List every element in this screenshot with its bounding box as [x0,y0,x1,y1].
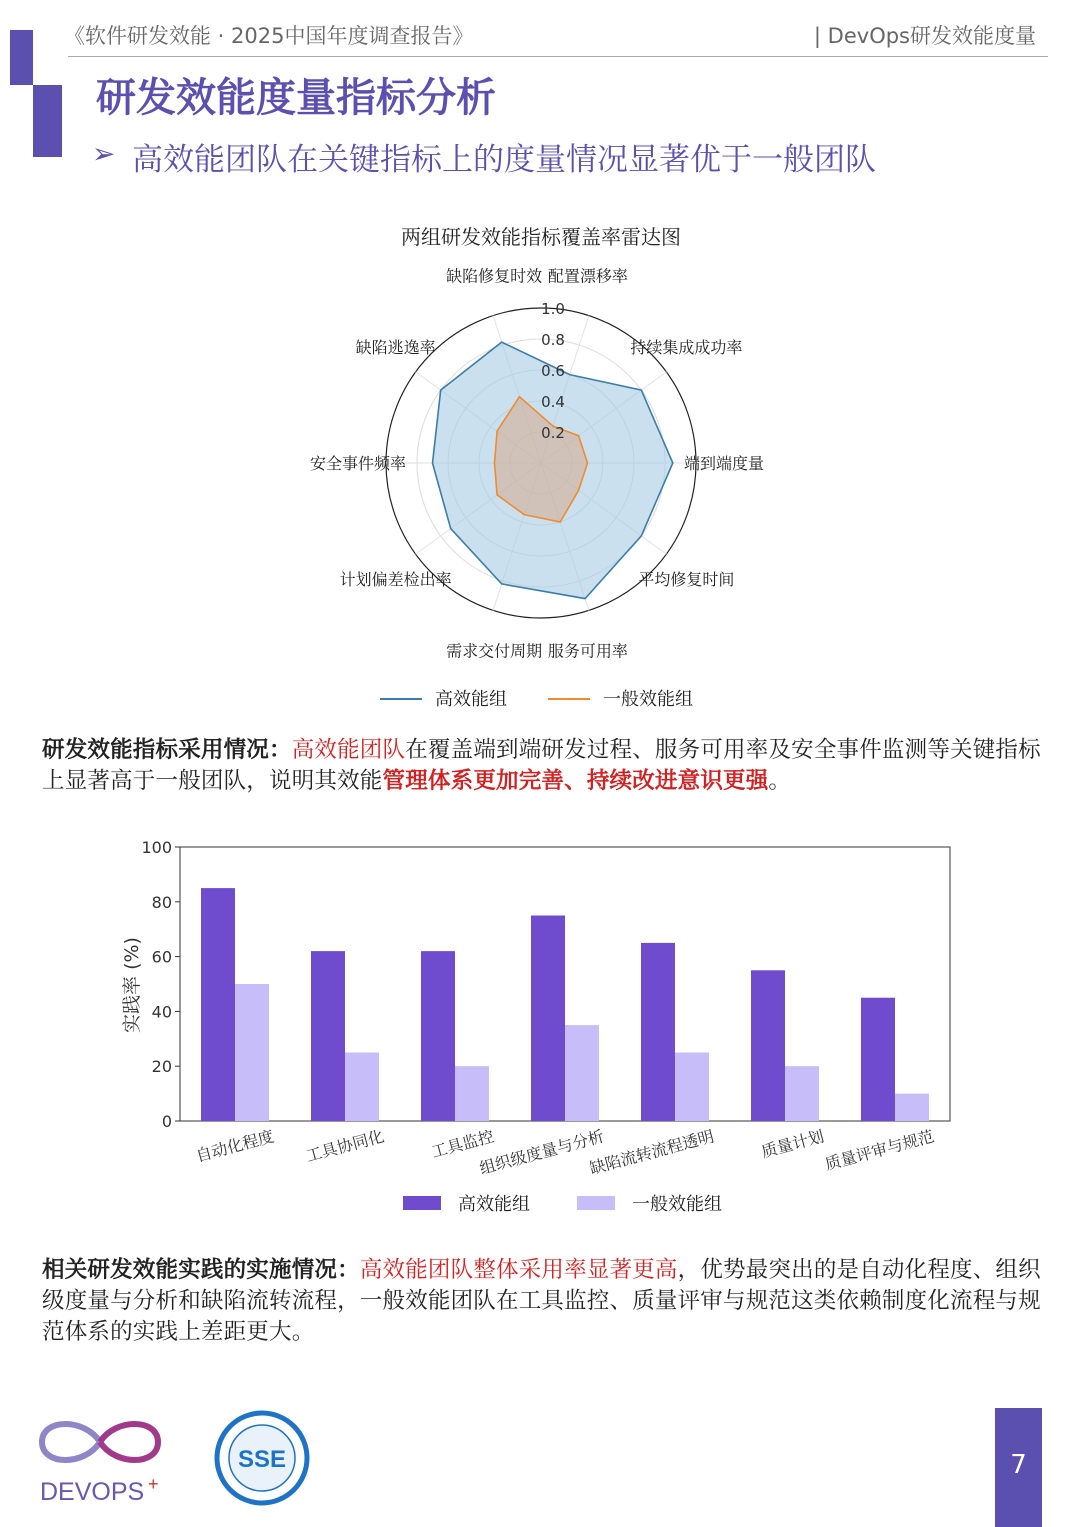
bar-general-4 [565,1025,599,1121]
devops-logo-plus: + [148,1474,159,1494]
bar-general-5 [675,1053,709,1122]
bar-high-6 [751,970,785,1121]
bar-legend-label: 一般效能组 [632,1194,722,1215]
bar-category-label: 质量计划 [759,1126,827,1162]
bar-general-7 [895,1094,929,1121]
paragraph-text: 在覆盖端到端研发过程、服务可用率及安全事件监测等关键指标上显著高于一般团队，说明其效能 [42,737,1041,794]
radar-chart [200,215,880,715]
header-section-title: | DevOps研发效能度量 [813,24,1036,48]
paragraph-text: ，优势最突出的是自动化程度、组织级度量与分析和缺陷流转流程，一般效能团队在工具监控、质量评审与规范这类依赖制度化流程与规范体系的实践上差距更大。 [42,1257,1041,1345]
bar-y-tick-label: 60 [151,947,172,967]
radar-axis-label: 缺陷逃逸率 [355,338,436,358]
page-number: 7 [1010,1450,1027,1480]
radar-axis-label: 配置漂移率 [547,266,628,286]
devops-logo-infinity-left [42,1424,100,1460]
bar-high-3 [421,951,455,1121]
paragraph-lead: 研发效能指标采用情况： [42,737,292,763]
highlight-text: 管理体系更加完善、持续改进意识更强 [382,768,769,794]
radar-tick-label: 0.8 [541,331,565,349]
highlight-text: 高效能团队整体采用率显著更高 [359,1257,678,1283]
sse-logo-text: SSE [237,1446,287,1473]
bar-category-label: 质量评审与规范 [822,1126,937,1174]
radar-legend-label: 一般效能组 [603,689,693,710]
bar-high-4 [531,916,565,1122]
radar-legend [380,689,693,710]
bar-category-label: 工具协同化 [303,1126,387,1166]
radar-axis-label: 需求交付周期 [446,641,543,661]
bar-high-2 [311,951,345,1121]
bar-y-tick-label: 80 [151,892,172,912]
radar-tick-label: 0.2 [541,424,565,442]
bar-high-7 [861,998,895,1121]
devops-logo-infinity-right [100,1424,158,1460]
header-deco-bar-main [33,85,62,157]
bar-general-6 [785,1066,819,1121]
bar-chart [100,830,980,1225]
devops-logo [30,1410,170,1510]
bar-general-1 [235,984,269,1121]
bar-y-tick-label: 40 [151,1002,172,1022]
bar-category-labels [194,1127,936,1178]
radar-tick-label: 0.4 [541,393,565,411]
radar-axis-label: 服务可用率 [547,641,628,661]
bar-legend-label: 高效能组 [458,1194,530,1215]
radar-chart-title: 两组研发效能指标覆盖率雷达图 [401,225,681,249]
bar-legend [403,1194,722,1215]
radar-axis-label: 缺陷修复时效 [446,266,543,286]
radar-axis-label: 计划偏差检出率 [339,569,452,589]
radar-axis-label: 持续集成成功率 [630,338,743,358]
bar-legend-swatch [403,1196,441,1210]
bar-y-tick-label: 20 [151,1057,172,1077]
radar-axis-label: 端到端度量 [683,454,765,473]
page-subtitle: 高效能团队在关键指标上的度量情况显著优于一般团队 [132,142,876,178]
paragraph-lead: 相关研发效能实践的实施情况： [42,1257,360,1283]
subtitle-arrow-icon: ➢ [92,137,116,170]
radar-legend-label: 高效能组 [435,689,507,710]
header-divider [68,56,1048,57]
radar-analysis-paragraph [42,735,1042,797]
page-number-box [995,1408,1042,1527]
bar-analysis-paragraph [42,1255,1042,1348]
header-deco-bar-top [10,30,33,85]
devops-logo-text: DEVOPS [40,1478,145,1506]
bar-category-label: 缺陷流转流程透明 [587,1126,717,1178]
radar-axis-label: 平均修复时间 [638,569,735,589]
radar-axis-label: 安全事件频率 [309,454,407,473]
bar-general-2 [345,1053,379,1122]
bar-category-label: 自动化程度 [193,1126,277,1166]
sse-logo [212,1408,312,1508]
bar-y-tick-label: 100 [141,838,172,857]
page-title: 研发效能度量指标分析 [96,75,496,121]
bar-category-label: 组织级度量与分析 [477,1126,607,1178]
bar-y-tick-label: 0 [161,1112,172,1131]
bar-category-label: 工具监控 [429,1126,497,1162]
paragraph-text: 。 [768,768,792,794]
header-report-title: 《软件研发效能 · 2025中国年度调查报告》 [64,24,474,48]
bar-general-3 [455,1066,489,1121]
radar-tick-label: 1.0 [541,300,565,318]
bar-chart-ylabel: 实践率 (%) [121,937,143,1033]
bar-high-5 [641,943,675,1121]
bar-high-1 [201,888,235,1121]
bar-legend-swatch [577,1196,615,1210]
radar-tick-label: 0.6 [541,362,565,380]
highlight-text: 高效能团队 [291,737,406,763]
bar-series-group [201,888,929,1121]
